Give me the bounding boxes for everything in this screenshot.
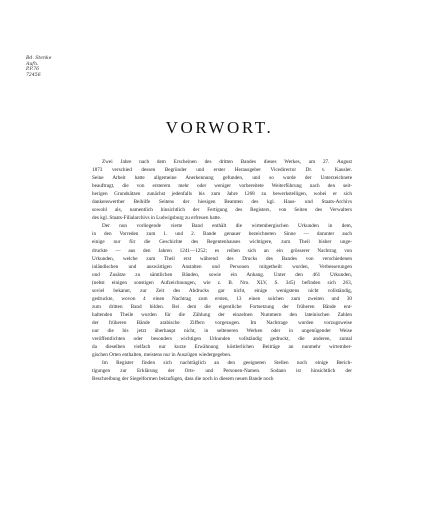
text-line: haltenden Theile wurden für die Zählung der einzelnen Nummern den lateinischen Zahlen bbox=[92, 311, 352, 318]
body-text bbox=[92, 158, 352, 383]
text-line: 1873 verschied dessen Begründer und erster Herausgeber Vicedirector Dr. v. Kausler. bbox=[92, 167, 352, 174]
text-line: soviel bekannt, zur Zeit des Abdrucks gar nicht, einige wenigstens nicht vollständig, bbox=[92, 287, 352, 294]
text-line: veröffentlichten oder besonders wichtigen Urkunden vollständig gedruckt, die anderen, zumal bbox=[92, 336, 352, 343]
text-line: Im Register finden sich nachträglich an den geeigneten Stellen noch einige Berich- bbox=[102, 360, 352, 367]
text-line: Der nun vorliegende vierte Band enthält die wirtembergischen Urkunden in dem, bbox=[102, 223, 352, 230]
text-line: inländischen und auswärtigen Anstalten und Personen mitgetheilt wurden, Verbesserungen bbox=[92, 263, 352, 270]
text-line: des kgl. Staats-Filialarchivs in Ludwigsburg zu erfreuen hatte. bbox=[92, 215, 222, 222]
text-line: tigungen zur Erklärung der Orts- und Personen-Namen. Sodann ist hinsichtlich der bbox=[92, 368, 352, 375]
text-line: beauftragt, die von ersterem mehr oder weniger vorbereitete Weiterführung nach den seit- bbox=[92, 183, 352, 190]
handwritten-note bbox=[26, 56, 66, 78]
text-line: Seine Arbeit hatte allgemeine Anerkennung gefunden, und so wurde der Unterzeichnete bbox=[92, 175, 352, 182]
note-line: P.P.76 bbox=[26, 67, 40, 73]
text-line: druckte — aus den Jahren 1241—1252; es reihen sich an ein grösserer Nachtrag von bbox=[92, 247, 352, 254]
text-line: gedruckte, wovon 4 einen Nachtrag zum ersten, 13 einen solchen zum zweiten und 30 bbox=[92, 295, 352, 302]
text-line: nur die bis jetzt überhaupt nicht, in selteneren Werken oder in ungenügender Weise bbox=[92, 327, 352, 334]
text-line: in den Vorreden zum 1. und 2. Bande genauer bezeichneten Sinne — darunter auch bbox=[92, 231, 352, 238]
note-line: 72456 bbox=[26, 72, 41, 78]
note-line: Bd. Stenke bbox=[26, 56, 52, 61]
text-line: dankenswerther Beihilfe Seitens der hiesigen Beamten des kgl. Haus- und Staats-Archivs bbox=[92, 199, 352, 206]
text-line: gischen Orten enthalten, meistens nur in Auszügen wiedergegeben. bbox=[92, 352, 232, 359]
text-line: Zwei Jahre nach dem Erscheinen des dritten Bandes dieses Werkes, am 27. August bbox=[102, 159, 352, 165]
text-line: der früheren Bände arabische Ziffern vorgezogen. Im Nachtrage wurden vorzugsweise bbox=[92, 319, 352, 326]
text-line: herigen Grundsätzen zunächst jedenfalls bis zum Jahre 1268 zu bewerkstelligen, wobei er sich bbox=[92, 191, 352, 198]
page-title: VORWORT. bbox=[165, 118, 274, 137]
text-line: sowohl als, namentlich hinsichtlich der Fertigung des Registers, von Seiten des Verwalters bbox=[92, 207, 352, 214]
text-line: Beschreibung der Siegelformen beizufügen, dass die noch in diesem neuen Bande noch bbox=[92, 376, 274, 383]
note-line: Aufn. bbox=[26, 61, 39, 67]
text-line: zum dritten Band bilden. Bei dem die eigentliche Fortsetzung der früheren Bände ent- bbox=[92, 303, 352, 310]
text-line: (nebst einigen sonstigen Aufzeichnungen, wie z. B. Nro. XLV, S. 345) befinden sich 263, bbox=[92, 279, 352, 286]
text-line: und Zusätze zu sämtlichen Bänden, sowie ein Anhang. Unter den 461 Urkunden, bbox=[92, 271, 352, 278]
text-line: einige nur für die Geschichte des Regentenhauses wichtigere, zum Theil bisher unge- bbox=[92, 239, 352, 246]
text-line: Urkunden, welche zum Theil erst während des Drucks des Bandes von verschiedenen bbox=[92, 255, 352, 262]
text-line: da dieselben vielfach nur kurze Erwähnung köstlerlichen Beiträge an nunmehr wirtember- bbox=[92, 344, 352, 351]
